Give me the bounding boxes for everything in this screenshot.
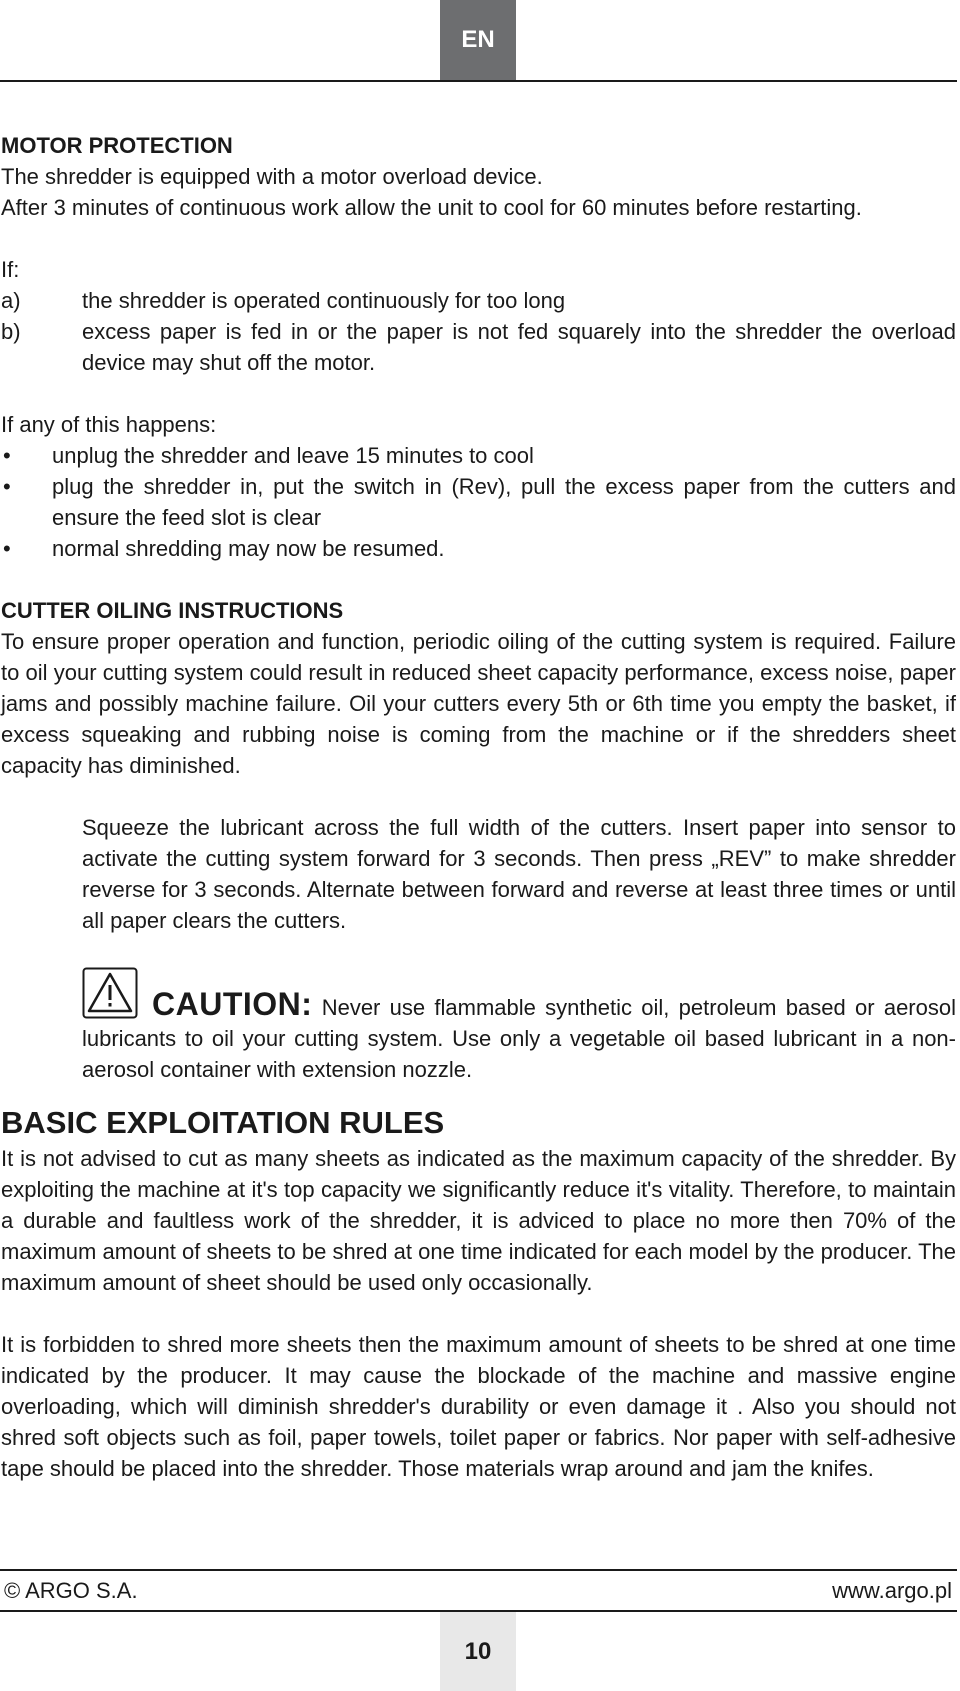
caution-label: CAUTION: [152, 986, 313, 1022]
footer-divider-top [0, 1569, 957, 1571]
bullet-item [1, 440, 956, 471]
caution-block [82, 967, 956, 1085]
oiling-paragraph: To ensure proper operation and function, periodic oiling of the cutting system is required. Failure to oil your cutting system could result in reduced sheet capacity performance, excess noise, paper jams and possibly machine failure. Oil your cutters every 5th or 6th time you empty the basket, if excess squeaking and rubbing noise is coming from the machine or if the shredders sheet capacity has diminished. [1, 629, 956, 778]
bullet-icon: • [3, 474, 11, 499]
language-label: EN [461, 26, 495, 53]
basic-rules-section [1, 1103, 956, 1484]
page-number: 10 [464, 1637, 492, 1665]
list-item-text: the shredder is operated continuously for too long [82, 288, 566, 313]
bullet-text: normal shredding may now be resumed. [52, 536, 445, 561]
bullet-icon: • [3, 443, 11, 468]
list-item-text: excess paper is fed in or the paper is not fed squarely into the shredder the overload device may shut off the motor. [82, 319, 956, 375]
list-item-letter: b) [1, 319, 21, 344]
bullet-item [1, 471, 956, 533]
oiling-instructions: Squeeze the lubricant across the full width of the cutters. Insert paper into sensor to activate the cutting system forward for 3 seconds. Then press „REV” to make shredder reverse for 3 seconds. Alternate between forward and reverse at least three times or until all paper clears the cutters. [82, 815, 956, 933]
motor-line-1: The shredder is equipped with a motor overload device. [1, 164, 543, 189]
bullet-item [1, 533, 956, 564]
bullet-text: unplug the shredder and leave 15 minutes to cool [52, 443, 534, 468]
motor-protection-section [1, 130, 956, 564]
rules-paragraph-1: It is not advised to cut as many sheets as indicated as the maximum capacity of the shredder. By exploiting the machine at it's top capacity we significantly reduce it's vitality. Therefore, to maintain a durable and faultless work of the shredder, it is adviced to place no more then 70% of the maximum amount of sheets to be shred at one time indicated for each model by the producer. The maximum amount of sheet should be used only occasionally. [1, 1146, 956, 1295]
list-item [1, 316, 956, 378]
footer-website: www.argo.pl [832, 1578, 952, 1603]
basic-rules-heading: BASIC EXPLOITATION RULES [1, 1105, 445, 1140]
cutter-oiling-section [1, 595, 956, 1085]
list-item-letter: a) [1, 288, 21, 313]
if-label: If: [1, 257, 20, 282]
caution-text: Never use flammable synthetic oil, petroleum based or aerosol lubricants to oil your cutting system. Use only a vegetable oil based lubricant in a non-aerosol container with extension nozzle. [82, 995, 956, 1082]
list-item [1, 285, 956, 316]
rules-paragraph-2: It is forbidden to shred more sheets then the maximum amount of sheets to be shred at one time indicated by the producer. It may cause the blockade of the machine and massive engine overloading, which will diminish shredder's durability or even damage it . Also you should not shred soft objects such as foil, paper towels, toilet paper or fabrics. Nor paper with self-adhesive tape should be placed into the shredder. Those materials wrap around and jam the knifes. [1, 1332, 956, 1481]
motor-line-2: After 3 minutes of continuous work allow the unit to cool for 60 minutes before restarting. [1, 195, 862, 220]
language-tab [440, 0, 516, 80]
page-number-tab [440, 1612, 516, 1691]
footer-copyright: © ARGO S.A. [4, 1578, 138, 1603]
bullet-text: plug the shredder in, put the switch in (Rev), pull the excess paper from the cutters and ensure the feed slot is clear [52, 474, 956, 530]
happens-label: If any of this happens: [1, 412, 217, 437]
header-divider [0, 80, 957, 82]
bullet-icon: • [3, 536, 11, 561]
motor-protection-heading: MOTOR PROTECTION [1, 133, 233, 158]
page-content [1, 130, 956, 1484]
warning-triangle-icon [82, 967, 138, 1019]
cutter-oiling-heading: CUTTER OILING INSTRUCTIONS [1, 598, 344, 623]
